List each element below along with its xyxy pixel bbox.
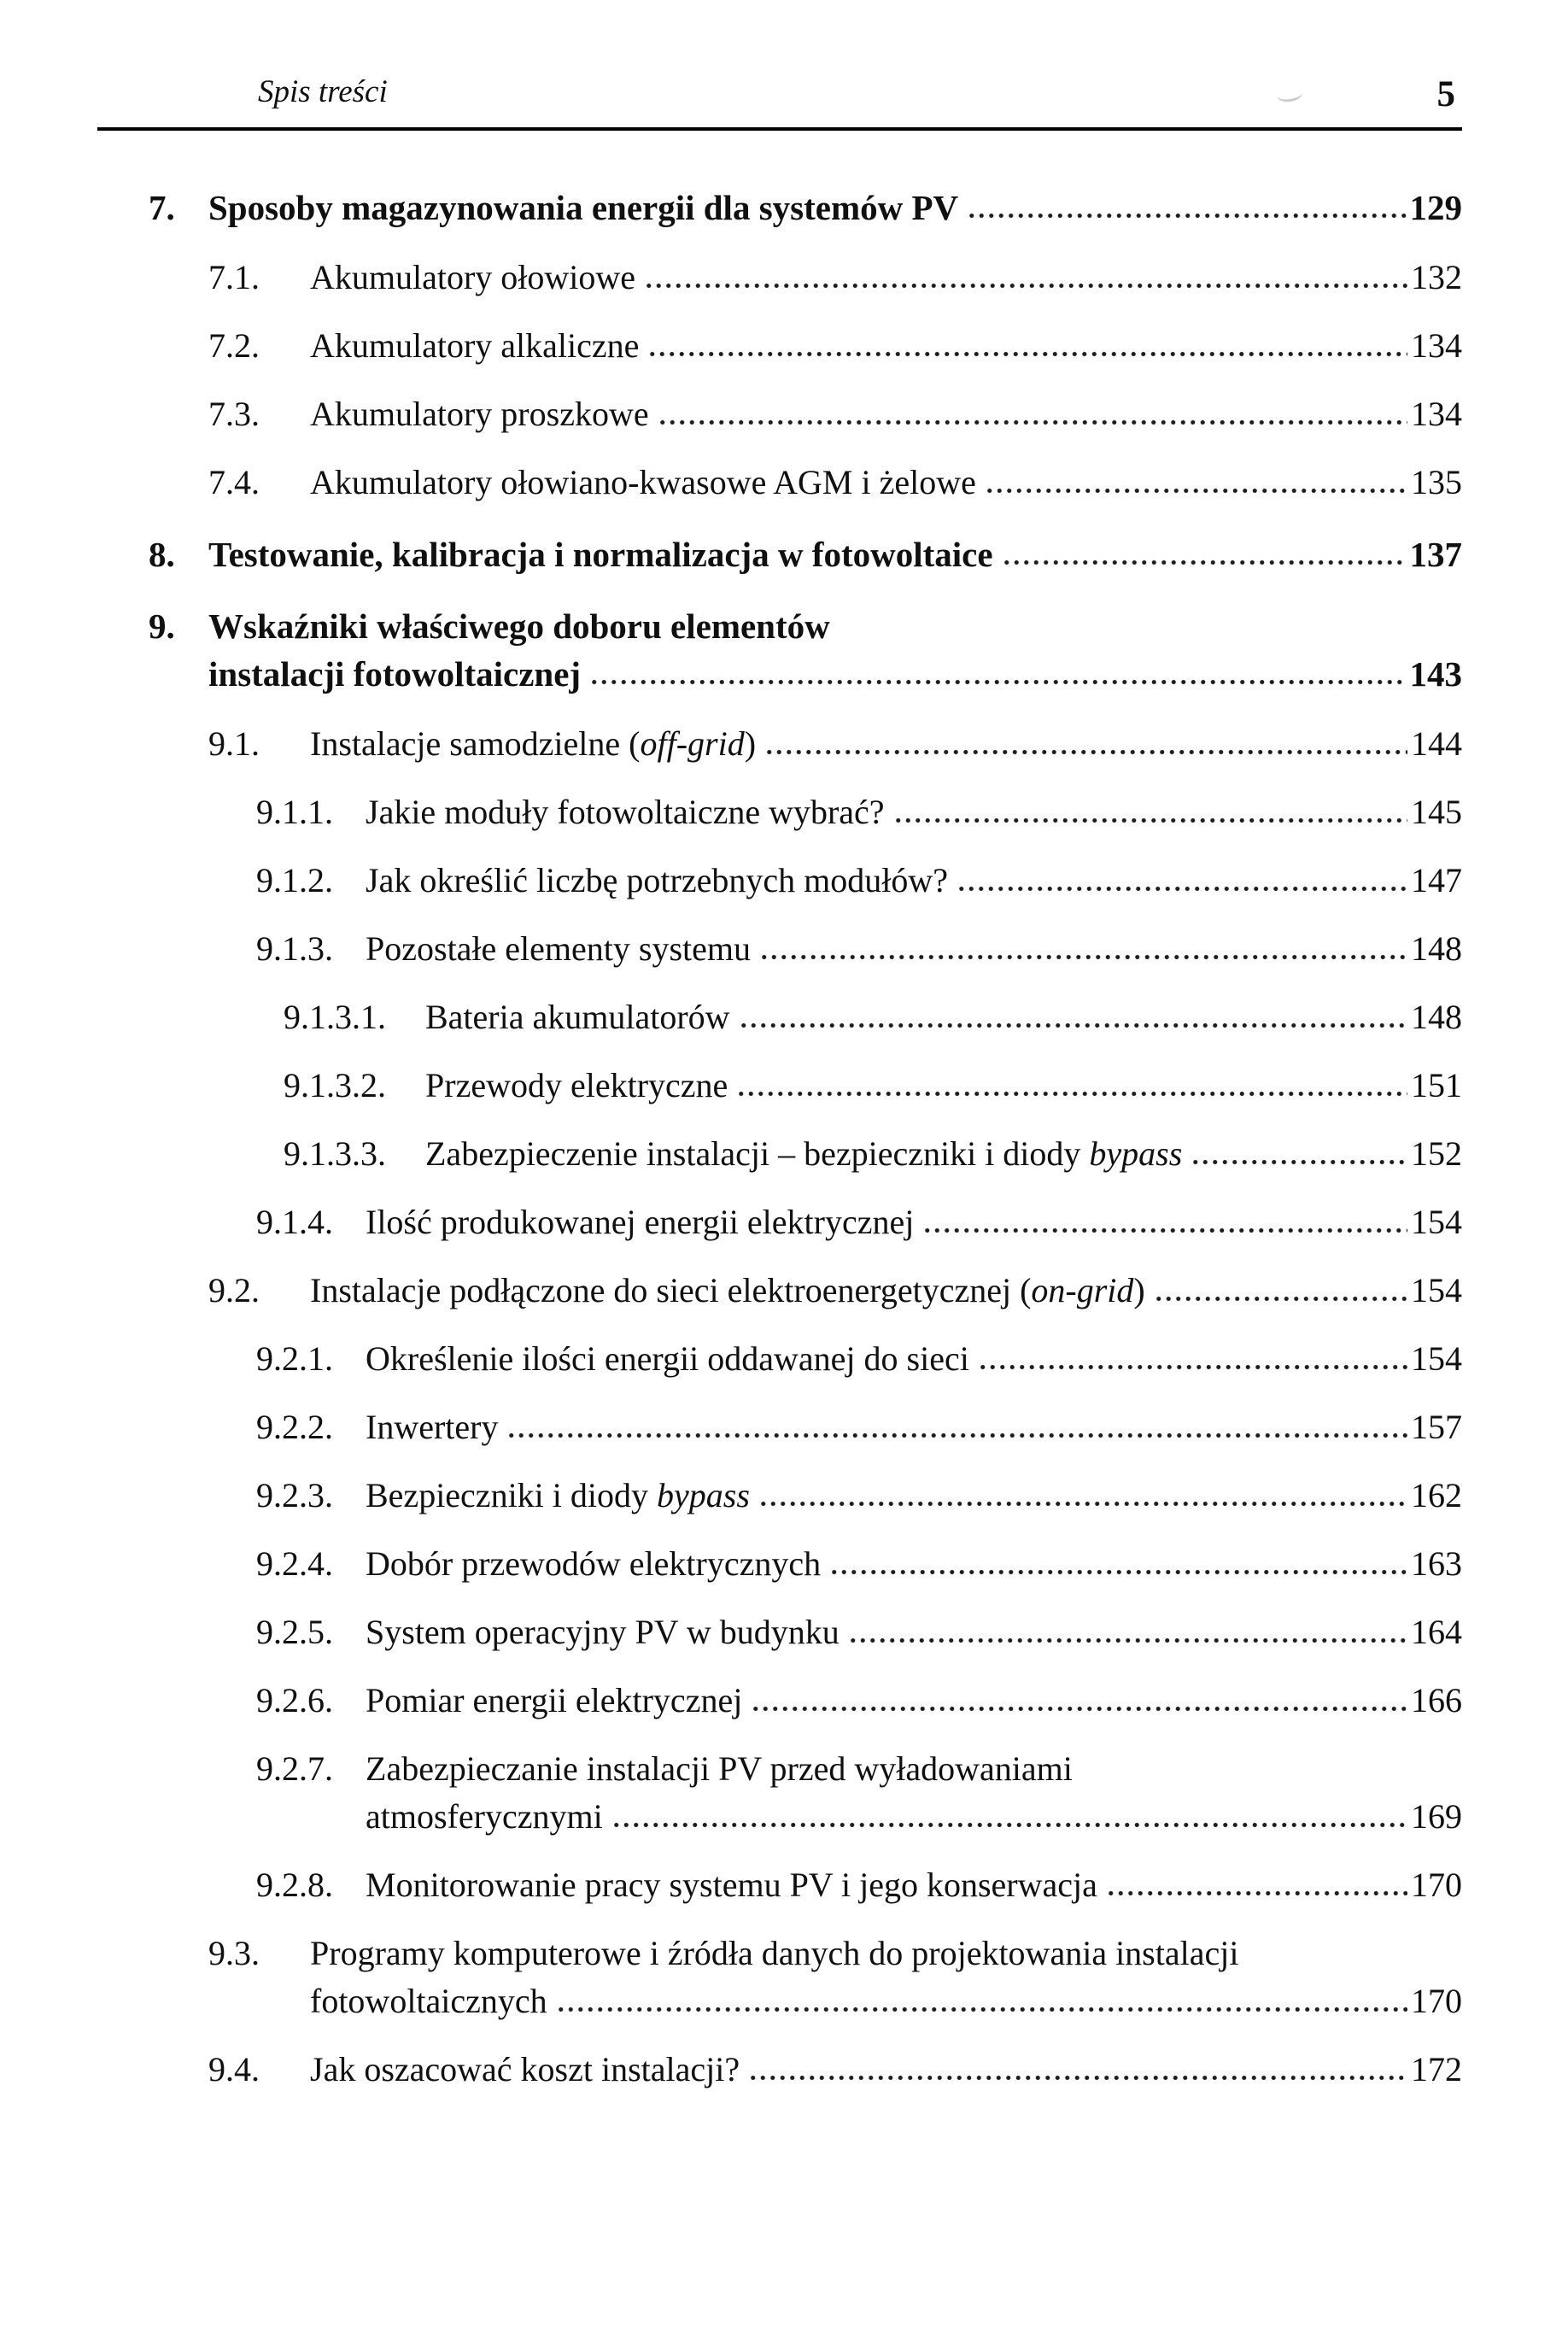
toc-entry-content xyxy=(425,1062,1462,1110)
toc-entry xyxy=(208,1267,1462,1315)
toc-list xyxy=(97,184,1462,2094)
toc-entry-content xyxy=(425,1130,1462,1178)
toc-entry-title xyxy=(366,925,751,973)
toc-entry-line xyxy=(425,1062,1462,1110)
toc-entry xyxy=(256,1540,1462,1588)
toc-entry-number: 7.3. xyxy=(208,394,260,433)
toc-entry-page: 170 xyxy=(1411,1981,1462,2020)
toc-entry xyxy=(256,925,1462,973)
toc-entry xyxy=(208,459,1462,507)
toc-entry-line xyxy=(310,390,1462,438)
toc-entry xyxy=(256,1403,1462,1451)
toc-entry-content xyxy=(208,530,1462,578)
dot-leader xyxy=(748,2074,1407,2082)
toc-entry-page: 132 xyxy=(1411,257,1462,296)
toc-entry-title xyxy=(366,1198,914,1246)
toc-entry-title xyxy=(366,1749,1073,1788)
toc-entry-content xyxy=(366,1745,1462,1841)
toc-entry-page: 147 xyxy=(1411,860,1462,899)
toc-entry-number: 9.3. xyxy=(208,1933,260,1972)
toc-entry-content xyxy=(366,1540,1462,1588)
toc-title-segment: Wskaźniki właściwego doboru elementów xyxy=(208,606,830,646)
toc-entry-title xyxy=(310,254,635,302)
toc-entry-number: 8. xyxy=(149,534,175,574)
toc-entry-line xyxy=(366,1403,1462,1451)
toc-entry-title xyxy=(208,650,581,698)
toc-entry-number: 9.1.1. xyxy=(256,792,333,831)
toc-entry xyxy=(149,184,1462,231)
dot-leader xyxy=(759,953,1407,961)
toc-title-segment: fotowoltaicznych xyxy=(310,1981,547,2020)
toc-entry-page: 135 xyxy=(1411,462,1462,501)
toc-entry xyxy=(208,322,1462,370)
toc-entry-title xyxy=(425,1130,1182,1178)
toc-entry xyxy=(256,857,1462,905)
toc-entry-line xyxy=(425,993,1462,1041)
dot-leader xyxy=(758,1500,1407,1508)
dot-leader xyxy=(647,350,1407,358)
toc-entry-line xyxy=(310,254,1462,302)
toc-title-segment: Sposoby magazynowania energii dla systemów PV xyxy=(208,187,959,227)
toc-entry-line xyxy=(310,720,1462,768)
toc-entry-title xyxy=(310,2046,740,2094)
toc-entry-page: 169 xyxy=(1411,1796,1462,1836)
toc-title-segment: Przewody elektryczne xyxy=(425,1065,728,1104)
dot-leader xyxy=(893,817,1407,824)
toc-entry-title xyxy=(310,1977,547,2025)
toc-title-segment: Bateria akumulatorów xyxy=(425,997,730,1036)
toc-entry-number: 9.1.4. xyxy=(256,1202,333,1241)
toc-entry-page: 154 xyxy=(1411,1270,1462,1309)
toc-entry-title xyxy=(310,720,756,768)
toc-entry-number: 7.1. xyxy=(208,257,260,296)
toc-title-segment: Jak określić liczbę potrzebnych modułów? xyxy=(366,860,948,899)
toc-entry-line xyxy=(366,1861,1462,1909)
toc-entry-title xyxy=(366,1861,1097,1909)
toc-entry-line xyxy=(366,1540,1462,1588)
toc-entry-title xyxy=(425,993,730,1041)
dot-leader xyxy=(957,885,1407,893)
toc-entry-content xyxy=(366,1403,1462,1451)
toc-entry-number: 9.2.6. xyxy=(256,1680,333,1719)
toc-title-segment: Pozostałe elementy systemu xyxy=(366,928,752,968)
toc-entry-content xyxy=(310,1267,1462,1315)
page xyxy=(97,0,1462,2114)
dot-leader xyxy=(829,1568,1407,1576)
toc-entry-title xyxy=(208,530,993,578)
toc-entry-content xyxy=(366,1198,1462,1246)
toc-entry-title xyxy=(366,1472,750,1520)
toc-title-segment: Testowanie, kalibracja i normalizacja w fotowoltaice xyxy=(208,534,993,574)
toc-title-italic-segment: bypass xyxy=(1089,1133,1183,1173)
toc-entry-line xyxy=(425,1130,1462,1178)
dot-leader xyxy=(1154,1295,1407,1303)
toc-title-segment: Inwertery xyxy=(366,1407,499,1446)
toc-entry-line xyxy=(366,1608,1462,1656)
toc-entry-line xyxy=(310,1930,1462,1977)
toc-title-segment: Instalacje samodzielne ( xyxy=(310,723,641,763)
page-header xyxy=(97,0,1462,114)
toc-title-segment: Monitorowanie pracy systemu PV i jego konserwacja xyxy=(366,1865,1097,1904)
toc-entry-line xyxy=(366,1335,1462,1383)
toc-entry-line xyxy=(310,2046,1462,2094)
toc-entry-number: 9.1.3.1. xyxy=(284,997,386,1036)
toc-title-italic-segment: off-grid xyxy=(640,723,745,763)
toc-entry-number: 7.4. xyxy=(208,462,260,501)
toc-entry xyxy=(208,390,1462,438)
toc-title-segment: ) xyxy=(744,723,757,763)
toc-entry-number: 9.1.2. xyxy=(256,860,333,899)
toc-entry-page: 148 xyxy=(1411,997,1462,1036)
toc-entry-number: 7. xyxy=(149,187,175,227)
dot-leader xyxy=(1002,559,1407,566)
toc-entry-page: 134 xyxy=(1411,325,1462,365)
toc-entry-line xyxy=(366,788,1462,836)
toc-entry-content xyxy=(366,1677,1462,1725)
toc-entry-line xyxy=(366,1793,1462,1841)
toc-entry-page: 144 xyxy=(1411,723,1462,763)
toc-title-segment: Bezpieczniki i diody xyxy=(366,1475,658,1514)
toc-entry-title xyxy=(366,1540,821,1588)
toc-entry-title xyxy=(366,1677,742,1725)
toc-entry-number: 9. xyxy=(149,606,175,646)
dot-leader xyxy=(848,1637,1407,1644)
toc-entry-line xyxy=(310,459,1462,507)
toc-title-segment: Określenie ilości energii oddawanej do sieci xyxy=(366,1339,969,1378)
toc-entry-line xyxy=(208,530,1462,578)
toc-entry-page: 134 xyxy=(1411,394,1462,433)
toc-entry-content xyxy=(366,857,1462,905)
toc-entry xyxy=(256,1472,1462,1520)
toc-entry-title xyxy=(366,1403,498,1451)
dot-leader xyxy=(611,1821,1407,1829)
dot-leader xyxy=(1106,1889,1407,1897)
toc-title-segment: Jakie moduły fotowoltaiczne wybrać? xyxy=(366,792,885,831)
toc-entry-line xyxy=(208,184,1462,231)
toc-title-segment: Akumulatory ołowiano-kwasowe AGM i żelowe xyxy=(310,462,976,501)
header-running-title: Spis treści xyxy=(258,74,388,109)
dot-leader xyxy=(658,419,1407,426)
toc-title-italic-segment: bypass xyxy=(657,1475,750,1514)
toc-entry xyxy=(149,602,1462,698)
toc-entry-line xyxy=(208,650,1462,698)
toc-entry-title xyxy=(366,1608,840,1656)
dot-leader xyxy=(506,1432,1407,1439)
toc-title-segment: Akumulatory proszkowe xyxy=(310,394,649,433)
toc-title-segment: Zabezpieczanie instalacji PV przed wyładowaniami xyxy=(366,1749,1073,1788)
toc-entry-line xyxy=(310,1977,1462,2025)
toc-entry-page: 166 xyxy=(1411,1680,1462,1719)
toc-entry-content xyxy=(366,1861,1462,1909)
toc-title-segment: Ilość produkowanej energii elektrycznej xyxy=(366,1202,915,1241)
toc-entry-page: 154 xyxy=(1411,1202,1462,1241)
toc-entry-page: 170 xyxy=(1411,1865,1462,1904)
toc-entry-content xyxy=(310,459,1462,507)
toc-entry-line xyxy=(366,857,1462,905)
toc-title-segment: Programy komputerowe i źródła danych do projektowania instalacji xyxy=(310,1933,1239,1972)
toc-entry xyxy=(208,1930,1462,2025)
toc-title-segment: Zabezpieczenie instalacji – bezpieczniki i diody xyxy=(425,1133,1090,1173)
toc-entry-page: 157 xyxy=(1411,1407,1462,1446)
toc-entry xyxy=(256,1861,1462,1909)
toc-entry-content xyxy=(208,602,1462,698)
toc-entry-page: 172 xyxy=(1411,2049,1462,2088)
toc-title-segment: Akumulatory ołowiowe xyxy=(310,257,636,296)
dot-leader xyxy=(751,1705,1407,1713)
toc-entry-title xyxy=(310,390,649,438)
toc-title-segment: Instalacje podłączone do sieci elektroenergetycznej ( xyxy=(310,1270,1032,1309)
dot-leader xyxy=(967,212,1406,220)
header-right xyxy=(1277,73,1456,114)
toc-entry-line xyxy=(310,322,1462,370)
toc-entry-content xyxy=(310,720,1462,768)
toc-entry-content xyxy=(310,322,1462,370)
toc-entry-title xyxy=(366,857,948,905)
toc-title-segment: Jak oszacować koszt instalacji? xyxy=(310,2049,740,2088)
toc-entry-line xyxy=(366,1472,1462,1520)
dot-leader xyxy=(1191,1158,1407,1166)
toc-entry xyxy=(208,254,1462,302)
toc-entry-page: 152 xyxy=(1411,1133,1462,1173)
toc-entry-content xyxy=(366,1335,1462,1383)
toc-entry-title xyxy=(310,322,639,370)
toc-entry-title xyxy=(366,788,885,836)
toc-entry xyxy=(208,720,1462,768)
toc-entry-number: 9.2.4. xyxy=(256,1544,333,1583)
toc-entry xyxy=(256,1677,1462,1725)
toc-entry-page: 164 xyxy=(1411,1612,1462,1651)
toc-entry-line xyxy=(310,1267,1462,1315)
toc-entry-content xyxy=(310,2046,1462,2094)
toc-entry-number: 9.2.7. xyxy=(256,1749,333,1788)
toc-entry xyxy=(284,1062,1462,1110)
toc-entry-number: 9.2.3. xyxy=(256,1475,333,1514)
toc-entry xyxy=(256,1335,1462,1383)
dot-leader xyxy=(764,748,1407,756)
toc-entry-content xyxy=(425,993,1462,1041)
toc-entry-title xyxy=(425,1062,728,1110)
dot-leader xyxy=(589,678,1406,686)
toc-entry-number: 9.2.8. xyxy=(256,1865,333,1904)
toc-entry-title xyxy=(366,1793,603,1841)
toc-entry-content xyxy=(310,1930,1462,2025)
dot-leader xyxy=(985,487,1407,495)
header-page-number: 5 xyxy=(1436,73,1455,114)
toc-title-segment: Pomiar energii elektrycznej xyxy=(366,1680,743,1719)
toc-title-segment: Dobór przewodów elektrycznych xyxy=(366,1544,822,1583)
dot-leader xyxy=(736,1090,1407,1098)
toc-entry-line xyxy=(366,1745,1462,1793)
toc-entry xyxy=(284,1130,1462,1178)
toc-entry-title xyxy=(208,606,830,646)
header-rule xyxy=(97,127,1462,131)
toc-entry-page: 151 xyxy=(1411,1065,1462,1104)
toc-entry-number: 9.1. xyxy=(208,723,260,763)
pencil-mark xyxy=(1275,85,1302,103)
toc-entry-line xyxy=(366,1677,1462,1725)
toc-entry-content xyxy=(310,254,1462,302)
toc-entry xyxy=(256,1198,1462,1246)
toc-entry-content xyxy=(310,390,1462,438)
dot-leader xyxy=(739,1022,1407,1029)
toc-title-segment: atmosferycznymi xyxy=(366,1796,603,1836)
toc-entry-line xyxy=(208,602,1462,650)
toc-title-italic-segment: on-grid xyxy=(1031,1270,1134,1309)
toc-entry xyxy=(208,2046,1462,2094)
toc-entry xyxy=(284,993,1462,1041)
toc-title-segment: Akumulatory alkaliczne xyxy=(310,325,640,365)
toc-entry-number: 9.1.3.2. xyxy=(284,1065,386,1104)
toc-entry-page: 148 xyxy=(1411,928,1462,968)
toc-entry-page: 137 xyxy=(1409,534,1462,574)
toc-entry-line xyxy=(366,1198,1462,1246)
dot-leader xyxy=(556,2006,1407,2013)
dot-leader xyxy=(644,282,1407,290)
toc-entry-title xyxy=(310,1934,1238,1972)
toc-title-segment: System operacyjny PV w budynku xyxy=(366,1612,840,1651)
toc-entry-number: 9.4. xyxy=(208,2049,260,2088)
toc-entry-page: 163 xyxy=(1411,1544,1462,1583)
toc-entry-page: 143 xyxy=(1409,653,1462,694)
toc-entry-page: 154 xyxy=(1411,1339,1462,1378)
toc-entry xyxy=(256,1745,1462,1841)
toc-entry-number: 9.1.3.3. xyxy=(284,1133,386,1173)
toc-entry-page: 162 xyxy=(1411,1475,1462,1514)
toc-entry xyxy=(149,530,1462,578)
toc-entry-line xyxy=(366,925,1462,973)
toc-title-segment: ) xyxy=(1133,1270,1145,1309)
toc-entry-content xyxy=(366,925,1462,973)
toc-entry-number: 9.1.3. xyxy=(256,928,333,968)
toc-entry-title xyxy=(366,1335,969,1383)
toc-title-segment: instalacji fotowoltaicznej xyxy=(208,653,582,694)
dot-leader xyxy=(922,1227,1407,1234)
toc-entry-content xyxy=(366,1608,1462,1656)
toc-entry-content xyxy=(208,184,1462,231)
toc-entry-title xyxy=(310,1267,1145,1315)
toc-entry-content xyxy=(366,1472,1462,1520)
toc-entry-number: 9.2.1. xyxy=(256,1339,333,1378)
toc-entry-number: 9.2.2. xyxy=(256,1407,333,1446)
toc-entry xyxy=(256,788,1462,836)
toc-entry xyxy=(256,1608,1462,1656)
toc-entry-content xyxy=(366,788,1462,836)
toc-entry-title xyxy=(208,184,958,231)
dot-leader xyxy=(978,1363,1407,1371)
toc-entry-number: 9.2. xyxy=(208,1270,260,1309)
toc-entry-title xyxy=(310,459,976,507)
toc-entry-page: 129 xyxy=(1409,187,1462,227)
toc-entry-number: 9.2.5. xyxy=(256,1612,333,1651)
toc-entry-number: 7.2. xyxy=(208,325,260,365)
toc-entry-page: 145 xyxy=(1411,792,1462,831)
